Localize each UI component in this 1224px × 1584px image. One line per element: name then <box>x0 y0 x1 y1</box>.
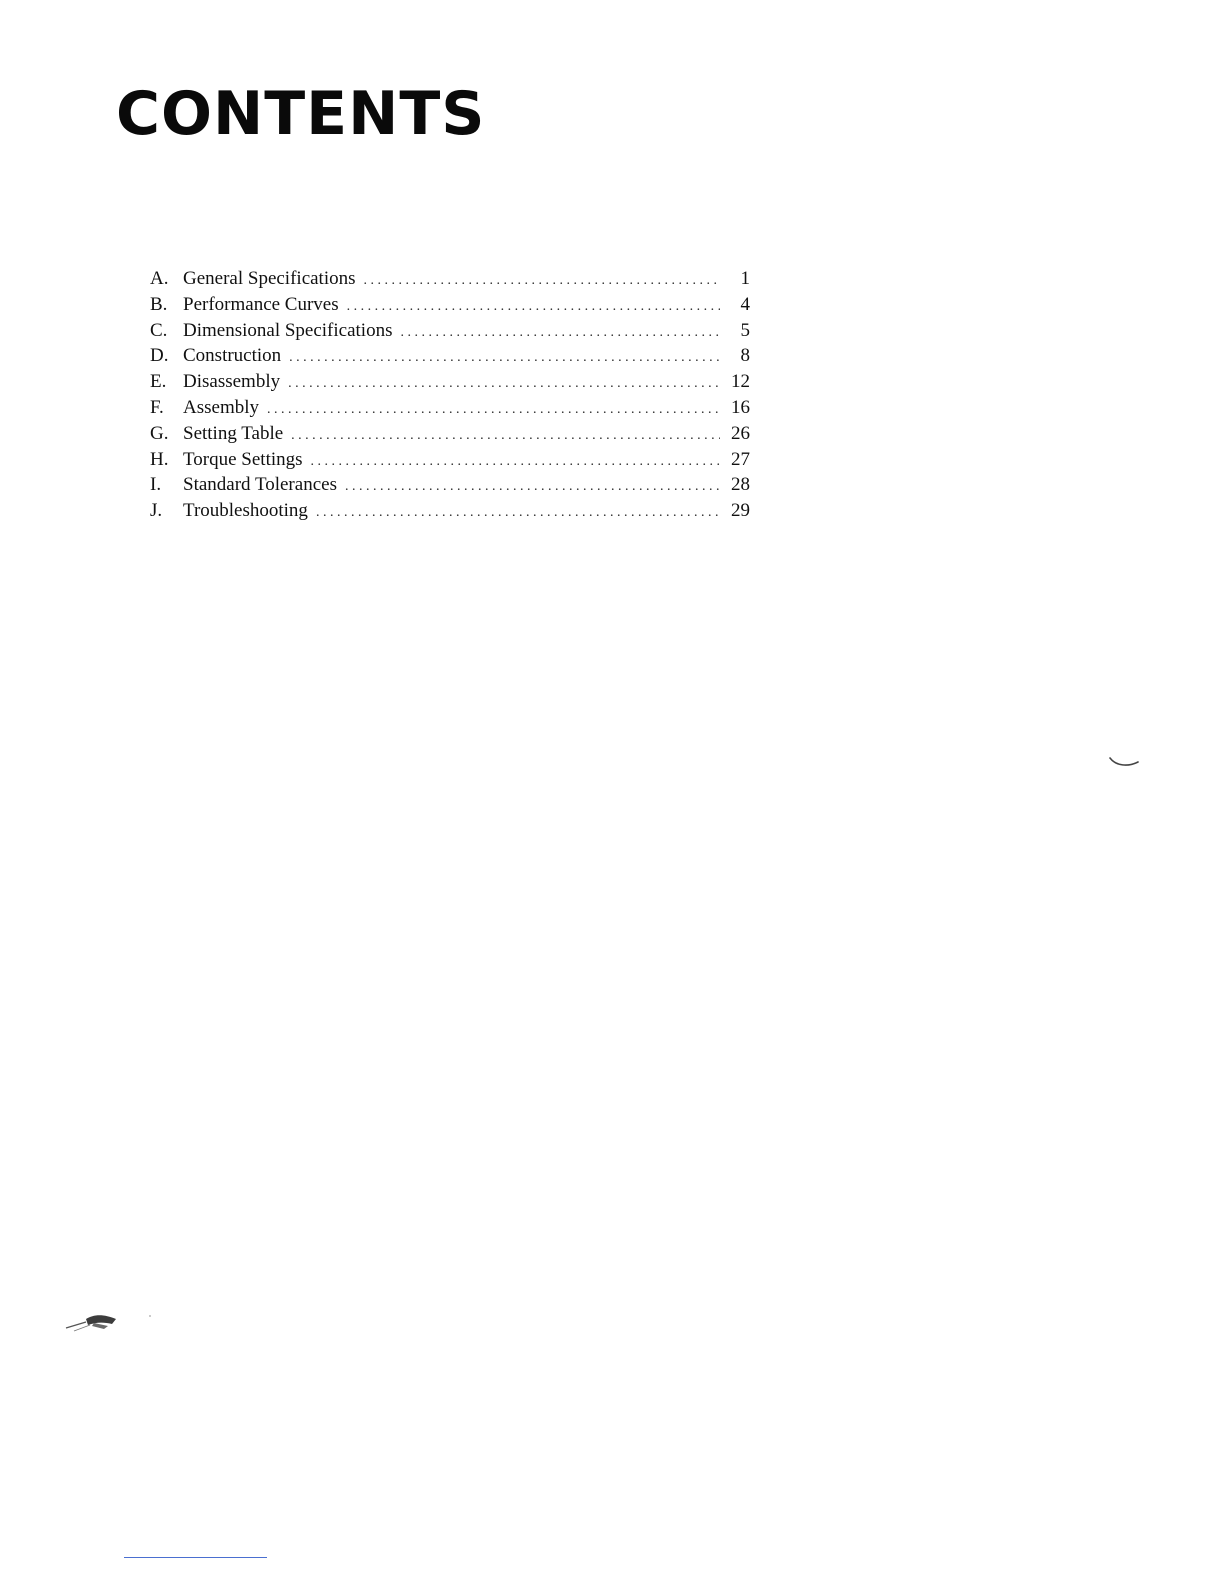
dot-leader <box>316 505 720 521</box>
toc-entry-page: 12 <box>731 371 750 393</box>
toc-entry-page: 29 <box>731 500 750 522</box>
toc-entry-title: Construction <box>183 345 282 367</box>
dot-leader <box>267 402 720 418</box>
toc-entry-title: Troubleshooting <box>183 500 308 522</box>
toc-entry-e[interactable] <box>150 371 750 397</box>
footer-rule <box>124 1557 267 1558</box>
toc-entry-letter: G. <box>150 422 169 444</box>
toc-entry-letter: H. <box>150 448 169 470</box>
dot-leader <box>311 454 720 470</box>
toc-entry-page: 8 <box>740 345 750 367</box>
toc-entry-page: 1 <box>740 268 750 289</box>
toc-entry-letter: B. <box>150 293 168 315</box>
page-title: CONTENTS <box>116 79 486 149</box>
dot-leader <box>289 350 720 366</box>
toc-entry-title: Performance Curves <box>183 293 339 315</box>
toc-entry-c[interactable] <box>150 320 750 346</box>
toc-entry-letter: J. <box>150 500 163 522</box>
toc-entry-letter: F. <box>150 396 164 418</box>
toc-entry-letter: E. <box>150 371 167 393</box>
table-of-contents <box>150 268 750 526</box>
toc-entry-a[interactable] <box>150 268 750 294</box>
toc-entry-letter: A. <box>150 268 169 289</box>
dot-leader <box>364 273 720 289</box>
toc-entry-d[interactable] <box>150 345 750 371</box>
toc-entry-j[interactable] <box>150 500 750 526</box>
toc-entry-page: 16 <box>731 396 750 418</box>
toc-entry-f[interactable] <box>150 397 750 423</box>
toc-entry-page: 26 <box>731 422 750 444</box>
dot-leader <box>400 325 720 341</box>
dot-leader <box>345 479 720 495</box>
toc-entry-h[interactable] <box>150 449 750 475</box>
dot-leader <box>291 428 720 444</box>
dot-leader <box>347 299 720 315</box>
toc-entry-title: Assembly <box>183 396 259 418</box>
scan-artifact-smudge <box>64 1308 156 1338</box>
toc-entry-letter: D. <box>150 345 169 367</box>
toc-entry-letter: C. <box>150 319 168 341</box>
scan-artifact-curve <box>1108 752 1142 772</box>
toc-entry-g[interactable] <box>150 423 750 449</box>
toc-entry-title: Standard Tolerances <box>183 474 337 496</box>
dot-leader <box>288 376 720 392</box>
toc-entry-title: Setting Table <box>183 422 284 444</box>
toc-entry-title: Dimensional Specifications <box>183 319 393 341</box>
toc-entry-page: 5 <box>740 319 750 341</box>
toc-entry-page: 27 <box>731 448 750 470</box>
toc-entry-letter: I. <box>150 474 162 496</box>
toc-entry-page: 4 <box>740 293 750 315</box>
toc-entry-b[interactable] <box>150 294 750 320</box>
toc-entry-title: General Specifications <box>183 268 356 289</box>
toc-entry-title: Torque Settings <box>183 448 303 470</box>
toc-entry-title: Disassembly <box>183 371 281 393</box>
toc-entry-page: 28 <box>731 474 750 496</box>
toc-entry-i[interactable] <box>150 474 750 500</box>
